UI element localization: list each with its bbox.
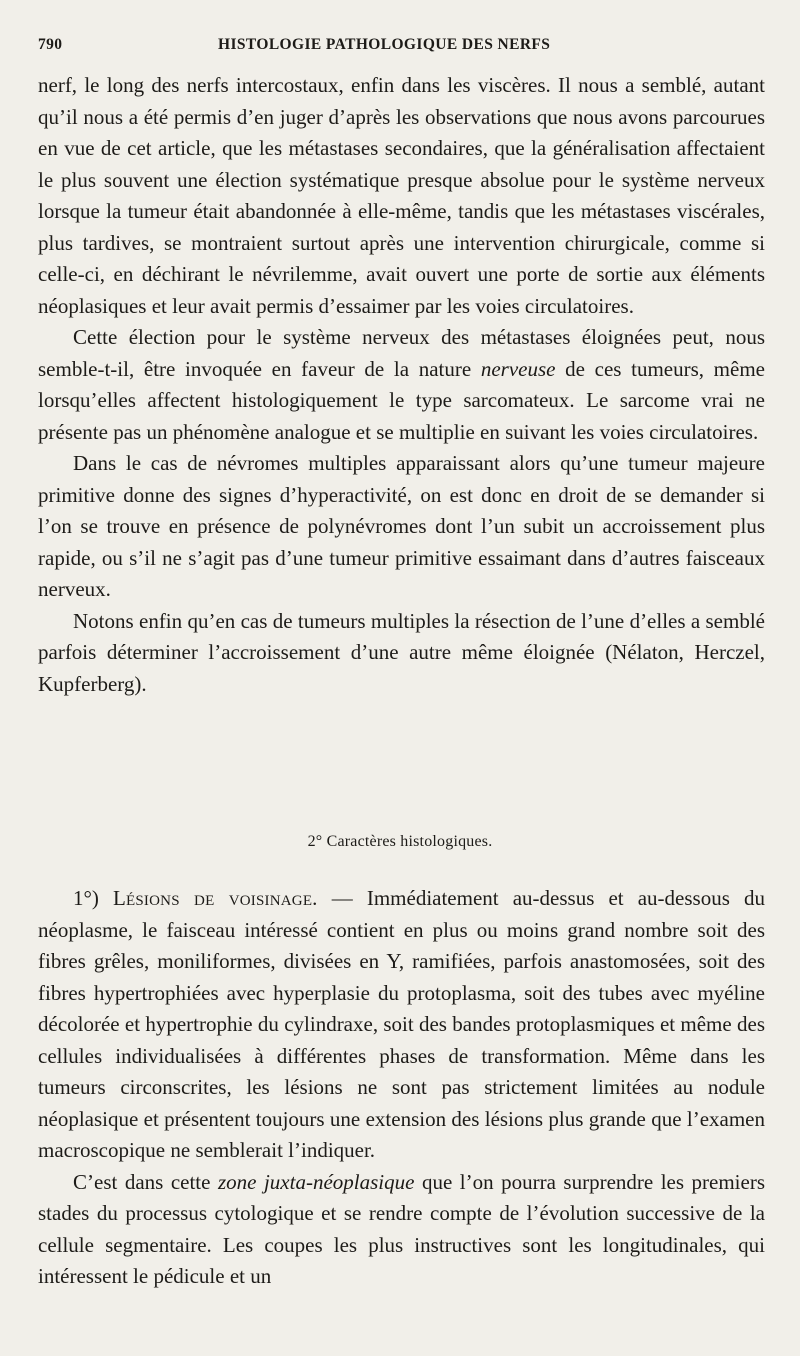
page-number: 790 <box>38 36 63 53</box>
paragraph-zone-text-end: que l’on pourra surprendre les premiers stades du processus cytologique et se rendre compte de l’évolution successive de la cellule segmentaire. Les coupes les plus instructives sont les longitudinales, qui intéressent le pédicule et un <box>38 1169 766 1288</box>
paragraph-zone-juxta <box>38 1167 765 1293</box>
paragraph-lesions-voisinage <box>38 883 765 1167</box>
emphasis-nerveuse: nerveuse <box>480 356 556 381</box>
paragraph-election-text-start: Cette élection pour le système nerveux des métastases éloignées peut, nous semble-t-il, être invoquée en faveur de la nature <box>38 325 765 381</box>
running-title: HISTOLOGIE PATHOLOGIQUE DES NERFS <box>218 36 551 53</box>
running-header <box>38 36 778 56</box>
paragraph-election-text-end: de ces tumeurs, même lorsqu’elles affectent histologiquement le type sarcomateux. Le sarcome vrai ne présente pas un phénomène analogue et se multiplie en suivant les voies circulatoires. <box>38 356 765 444</box>
paragraph-election <box>38 322 765 448</box>
emphasis-zone-juxta-neoplasique: zone juxta-néoplasique <box>217 1169 415 1194</box>
upper-text-block <box>38 70 765 700</box>
paragraph-continuation: nerf, le long des nerfs intercostaux, enfin dans les viscères. Il nous a semblé, autant qu’il nous a été permis d’en juger d’après les observations que nous avons parcourues en vue de cet article, que les métastases secondaires, que la généralisation affectaient le plus souvent une élection systématique presque absolue pour le système nerveux lorsque la tumeur était abandonnée à elle-même, tandis que les métastases viscérales, plus tardives, se montraient surtout après une intervention chirurgicale, comme si celle-ci, en déchirant le névrilemme, avait ouvert une porte de sortie aux éléments néoplasiques et leur avait permis d’essaimer par les voies circulatoires. <box>38 73 765 318</box>
paragraph-zone-text-start: C’est dans cette <box>73 1169 218 1194</box>
paragraph-resection: Notons enfin qu’en cas de tumeurs multiples la résection de l’une d’elles a semblé parfois déterminer l’accroissement d’une autre même éloignée (Nélaton, Herczel, Kupferberg). <box>38 608 765 696</box>
section-heading: 2° Caractères histologiques. <box>307 833 493 850</box>
lower-text-block <box>38 883 765 1293</box>
list-number: 1°) <box>73 886 113 910</box>
paragraph-lesions-text: — Immédiatement au-dessus et au-dessous du néoplasme, le faisceau intéressé contient en plus ou moins grand nombre soit des fibres grêles, moniliformes, divisées en Y, ramifiées, parfois anastomosées, soit des fibres hypertrophiées avec hyperplasie du protoplasma, soit des tubes avec myéline décolorée et hypertrophie du cylindraxe, soit des bandes protoplasmiques et même des cellules individualisées à différentes phases de transformation. Même dans les tumeurs circonscrites, les lésions ne sont pas strictement limitées au nodule néoplasique et présentent toujours une extension des lésions plus grande que l’examen macroscopique ne semblerait l’indiquer. <box>38 886 765 1162</box>
paragraph-nevromes-multiples: Dans le cas de névromes multiples apparaissant alors qu’une tumeur majeure primitive donne des signes d’hyperactivité, on est donc en droit de se demander si l’on se trouve en présence de polynévromes dont l’un subit un accroissement plus rapide, ou s’il ne s’agit pas d’une tumeur primitive essaimant dans d’autres faisceaux nerveux. <box>38 451 765 601</box>
subsection-heading: Lésions de voisinage. <box>113 886 318 910</box>
